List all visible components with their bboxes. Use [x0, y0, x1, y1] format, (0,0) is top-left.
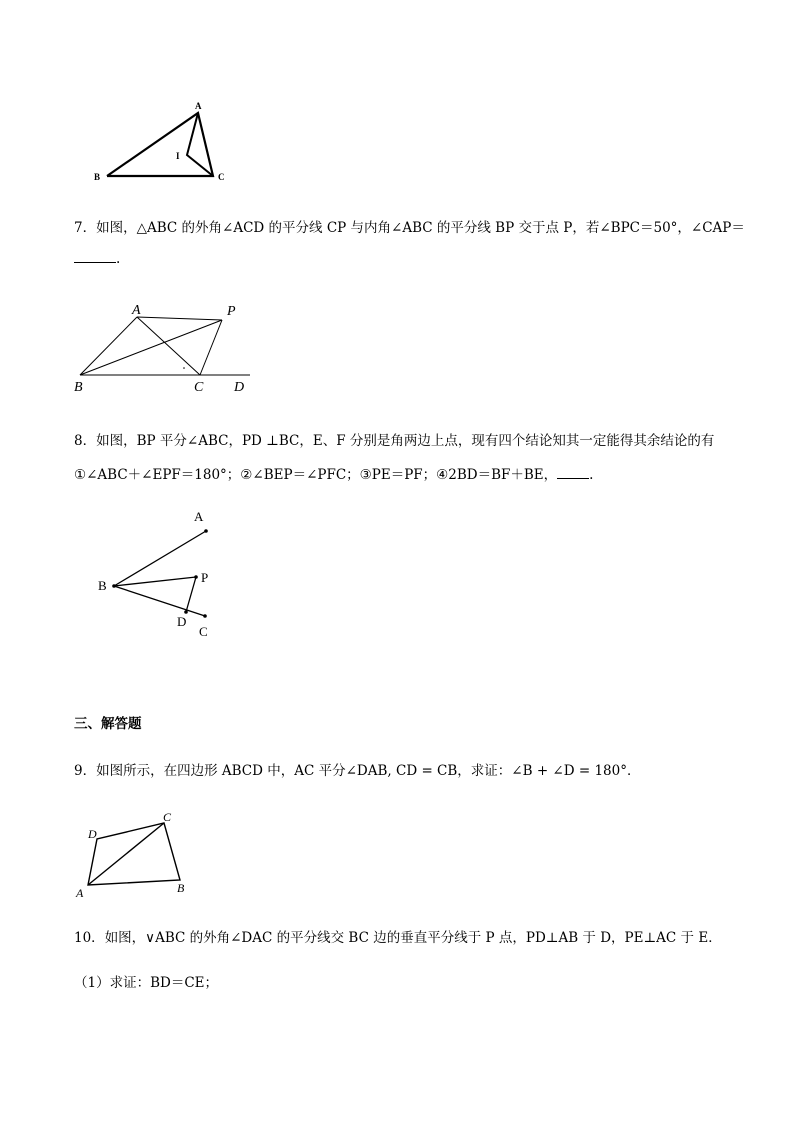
label-a: A — [194, 509, 204, 524]
label-d: D — [234, 380, 245, 395]
label-a: A — [195, 101, 202, 111]
question-9-text: 如图所示，在四边形 ABCD 中，AC 平分∠DAB, CD = CB，求证：∠B + ∠D = 180°． — [96, 763, 641, 779]
label-c: C — [218, 172, 225, 182]
figure-q9 — [70, 805, 200, 900]
label-a: A — [76, 886, 84, 900]
label-b: B — [98, 578, 107, 593]
label-c: C — [199, 624, 208, 639]
label-a: A — [132, 303, 141, 318]
figure-triangle-abc-i — [85, 95, 245, 195]
figure-q8 — [90, 505, 230, 645]
question-8-end: . — [589, 467, 594, 483]
answer-blank — [557, 464, 589, 479]
question-7-number: 7． — [74, 220, 97, 236]
question-9 — [74, 762, 640, 780]
label-p: P — [227, 304, 236, 319]
section-heading: 三、解答题 — [74, 716, 142, 732]
question-8-conclusions: ①∠ABC＋∠EPF＝180°；②∠BEP＝∠PFC；③PE＝PF；④2BD＝BF＋BE， — [74, 467, 558, 483]
question-8-line-1 — [74, 432, 714, 450]
question-10-text: 如图，∨ABC 的外角∠DAC 的平分线交 BC 边的垂直平分线于 P 点，PD⊥AB 于 D，PE⊥AC 于 E． — [104, 930, 722, 946]
question-8-number: 8． — [74, 433, 97, 449]
question-7-answer-line — [74, 248, 120, 268]
label-c: C — [194, 380, 204, 395]
question-7-text: 如图，△ABC 的外角∠ACD 的平分线 CP 与内角∠ABC 的平分线 BP 交于点 P，若∠BPC＝50°，∠CAP＝ — [96, 220, 745, 236]
question-8-text: 如图，BP 平分∠ABC，PD ⊥BC，E、F 分别是角两边上点，现有四个结论知其一定能得其余结论的有 — [96, 433, 715, 449]
label-d: D — [88, 827, 97, 841]
label-c: C — [163, 810, 172, 824]
label-d: D — [177, 614, 187, 629]
triangle-abc — [107, 113, 213, 176]
question-8-line-2 — [74, 464, 593, 484]
question-7-end: . — [116, 251, 121, 267]
label-i: I — [176, 151, 180, 161]
question-10 — [74, 929, 722, 947]
label-p: P — [201, 570, 209, 585]
question-10-part-1 — [74, 974, 218, 992]
question-10-number: 10． — [74, 930, 105, 946]
label-b: B — [94, 172, 101, 182]
question-10-sub-1: （1）求证：BD＝CE； — [74, 975, 219, 991]
label-b: B — [177, 881, 185, 895]
figure-q7 — [70, 298, 260, 398]
question-9-number: 9． — [74, 763, 97, 779]
question-7 — [74, 219, 745, 237]
label-b: B — [74, 380, 83, 395]
answer-blank — [74, 248, 116, 263]
